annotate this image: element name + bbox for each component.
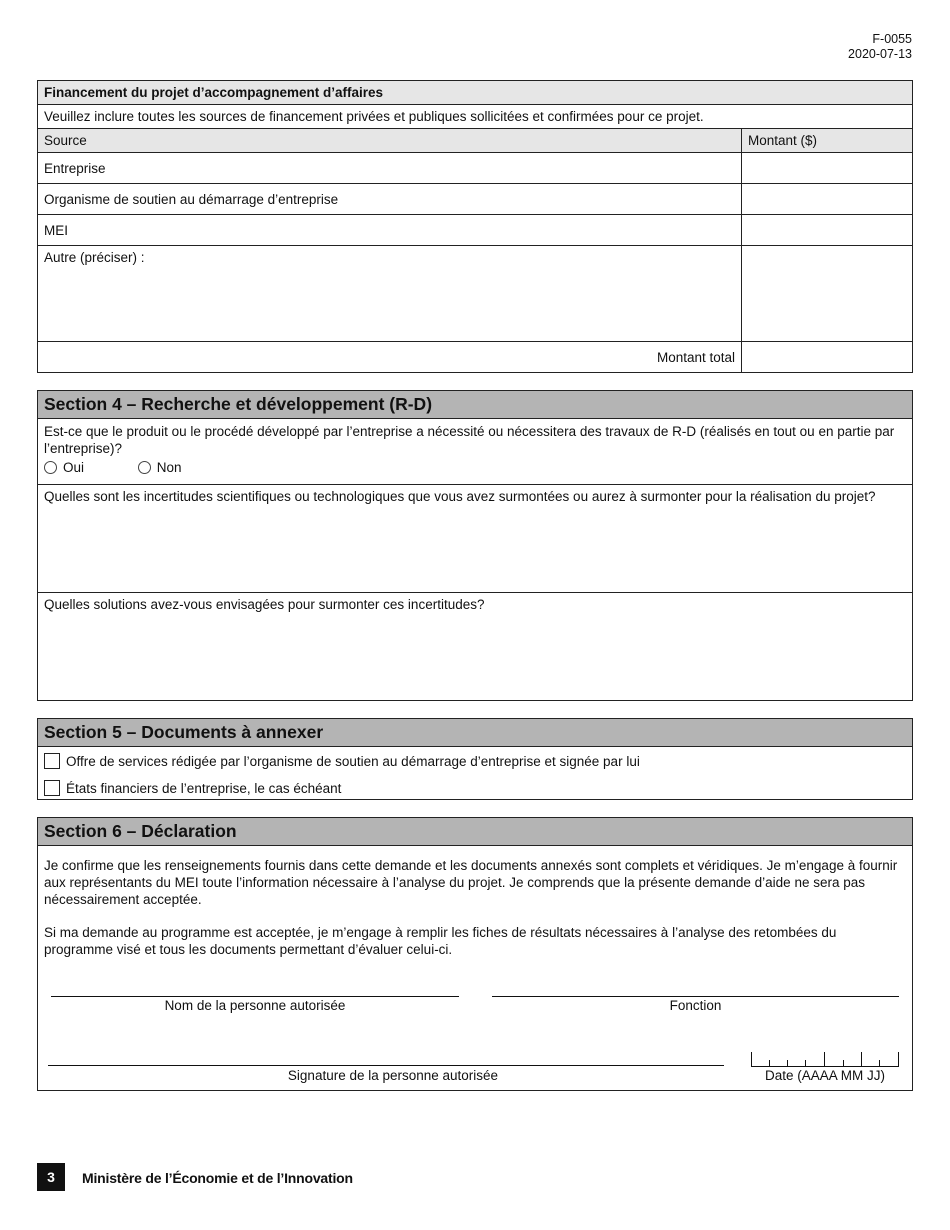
amount-field-total[interactable] xyxy=(742,342,912,372)
radio-oui-label: Oui xyxy=(63,460,85,475)
other-source-field[interactable]: Autre (préciser) : xyxy=(38,246,742,341)
financing-table xyxy=(37,80,913,373)
form-date: 2020-07-13 xyxy=(848,47,912,61)
date-divider xyxy=(751,1052,752,1066)
date-divider xyxy=(861,1052,862,1066)
financing-row xyxy=(38,246,912,342)
financing-title: Financement du projet d’accompagnement d’affaires xyxy=(44,85,384,100)
ministry-name: Ministère de l’Économie et de l’Innovation xyxy=(82,1170,353,1186)
amount-field-entreprise[interactable] xyxy=(742,153,912,183)
financing-total-row xyxy=(38,342,912,372)
financing-instruction-row xyxy=(38,105,912,129)
function-line[interactable] xyxy=(492,996,899,997)
source-label: Organisme de soutien au démarrage d’entreprise xyxy=(38,184,742,214)
form-reference xyxy=(848,32,912,62)
document-item-label: États financiers de l’entreprise, le cas échéant xyxy=(66,781,342,796)
financing-instruction: Veuillez inclure toutes les sources de financement privées et publiques sollicitées et confirmées pour ce projet. xyxy=(44,109,704,124)
section-5-title: Section 5 – Documents à annexer xyxy=(38,719,912,747)
financing-row xyxy=(38,184,912,215)
source-label: MEI xyxy=(38,215,742,245)
checkbox-etats-financiers[interactable] xyxy=(44,780,60,796)
radio-non[interactable] xyxy=(138,459,182,476)
document-item xyxy=(38,777,912,800)
radio-circle-icon xyxy=(44,461,57,474)
document-item xyxy=(38,750,912,773)
radio-oui[interactable] xyxy=(44,459,134,476)
signature-line[interactable] xyxy=(48,1065,724,1066)
date-divider xyxy=(898,1052,899,1066)
source-label: Entreprise xyxy=(38,153,742,183)
section-4 xyxy=(37,390,913,701)
date-tick xyxy=(879,1060,880,1066)
date-tick xyxy=(787,1060,788,1066)
uncertainties-field[interactable] xyxy=(38,484,912,592)
date-tick xyxy=(843,1060,844,1066)
page-number: 3 xyxy=(37,1163,65,1191)
date-divider xyxy=(824,1052,825,1066)
financing-row xyxy=(38,153,912,184)
declaration-paragraph-1: Je confirme que les renseignements fournis dans cette demande et les documents annexés sont complets et véridiques. Je m’engage à fournir aux représentants du MEI toute l’information nécessaire à l’analyse du projet. Je comprends que la présente demande d’aide ne sera pas nécessairement acceptée. xyxy=(44,858,898,907)
date-field[interactable] xyxy=(751,1052,899,1067)
total-label: Montant total xyxy=(38,342,742,372)
column-header-source: Source xyxy=(38,129,742,152)
financing-title-row xyxy=(38,81,912,105)
amount-field-other[interactable] xyxy=(742,246,912,341)
date-tick xyxy=(769,1060,770,1066)
checkbox-offre-services[interactable] xyxy=(44,753,60,769)
radio-circle-icon xyxy=(138,461,151,474)
solutions-question: Quelles solutions avez-vous envisagées pour surmonter ces incertitudes? xyxy=(44,597,485,612)
financing-header-row xyxy=(38,129,912,153)
name-line[interactable] xyxy=(51,996,459,997)
financing-row xyxy=(38,215,912,246)
section-4-title: Section 4 – Recherche et développement (R-D) xyxy=(38,391,912,419)
rd-question-block xyxy=(38,420,912,484)
name-label: Nom de la personne autorisée xyxy=(164,998,346,1013)
radio-non-label: Non xyxy=(156,460,182,475)
section-6-title: Section 6 – Déclaration xyxy=(38,818,912,846)
rd-options xyxy=(44,459,906,476)
form-number: F-0055 xyxy=(872,32,912,46)
uncertainties-question: Quelles sont les incertitudes scientifiques ou technologiques que vous avez surmontées ou aurez à surmonter pour la réalisation du projet? xyxy=(44,489,876,504)
date-label: Date (AAAA MM JJ) xyxy=(764,1068,886,1083)
column-header-amount: Montant ($) xyxy=(748,133,818,148)
amount-field-mei[interactable] xyxy=(742,215,912,245)
declaration-paragraph-2: Si ma demande au programme est acceptée, je m’engage à remplir les fiches de résultats nécessaires à l’analyse des retombées du programme visé et tous les documents permettant d’évaluer celui-ci. xyxy=(44,925,837,957)
solutions-field[interactable] xyxy=(38,592,912,700)
document-item-label: Offre de services rédigée par l’organisme de soutien au démarrage d’entreprise et signée par lui xyxy=(66,754,640,769)
function-label: Fonction xyxy=(669,998,722,1013)
rd-question: Est-ce que le produit ou le procédé développé par l’entreprise a nécessité ou nécessitera des travaux de R-D (réalisés en tout ou en partie par l’entreprise)? xyxy=(44,424,895,456)
date-tick xyxy=(805,1060,806,1066)
section-5 xyxy=(37,718,913,800)
amount-field-organisme[interactable] xyxy=(742,184,912,214)
signature-label: Signature de la personne autorisée xyxy=(287,1068,499,1083)
section-6 xyxy=(37,817,913,1091)
